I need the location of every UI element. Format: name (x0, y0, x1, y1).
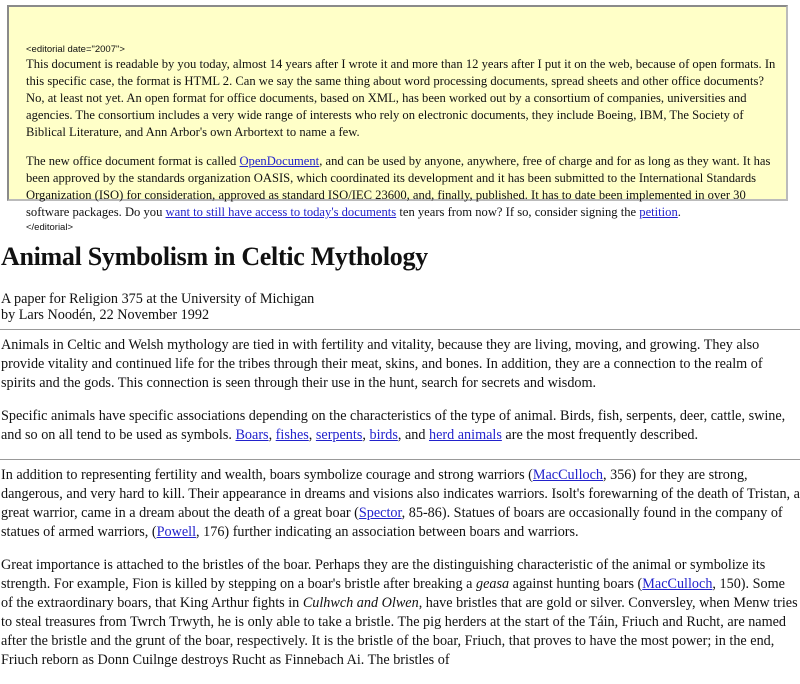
petition-link[interactable]: petition (639, 205, 678, 219)
text: , (362, 427, 370, 443)
macculloch-link[interactable]: MacCulloch (642, 576, 713, 592)
editorial-paragraph-2 (26, 153, 778, 221)
paragraph-bristles (1, 556, 800, 670)
editorial-close-tag: </editorial> (26, 222, 74, 233)
text: Specific animals have specific associations depending on the characteristics of the type of animal. Birds, fish, serpents, deer, cattle, swine, and so on all tend to be used as symbols. (1, 408, 786, 443)
boars-link[interactable]: Boars (235, 427, 269, 443)
access-documents-link[interactable]: want to still have access to today's documents (165, 205, 397, 219)
article (1, 240, 800, 684)
paragraph-intro: Animals in Celtic and Welsh mythology are tied in with fertility and vitality, because they are living, moving, and growing. They also provide vitality and continued life for the tribes through their meat, skins, and bones. In addition, they are a connection to the realm of spirits and the gods. This connection is seen through their use in the hunt, search for secrets and wisdom. (1, 337, 763, 391)
editorial-notice-box (7, 5, 788, 233)
text: , 176) further indicating an association between boars and warriors. (196, 524, 579, 540)
text: , 150). Some of the extraordinary boars, that King Arthur fights in (1, 576, 785, 611)
opendocument-link[interactable]: OpenDocument (239, 154, 320, 168)
text: , (308, 427, 316, 443)
herd-animals-link[interactable]: herd animals (428, 427, 502, 443)
divider (0, 459, 800, 460)
subtitle: A paper for Religion 375 at the University of Michigan (1, 291, 315, 307)
text: The new office document format is called (26, 154, 240, 168)
text: Great importance is attached to the bristles of the boar. Perhaps they are the distinguishing characteristic of the animal or symbolize its strength. For example, Fion is killed by stepping on a boar's bristle after breaking a (1, 557, 766, 592)
text: , and can be used by anyone, anywhere, free of charge and for as long as they want. It has been approved by the standards organization OASIS, which coordinated its development and it has been submitted to the International Standards Organization (ISO) for consideration, approved as standard ISO/IEC 23600, and, finally, published. It has to date been implemented in over 30 software packages. Do you (26, 154, 771, 219)
editorial-paragraph-1: This document is readable by you today, almost 14 years after I wrote it and more than 12 years after I put it on the web, because of open formats. In this specific case, the format is HTML 2. Can we say the same thing about word processing documents, spread sheets and other office documents? No, at least not yet. An open format for office documents, based on XML, has been worked out by a consortium of companies, universities and agencies. The consortium includes a very wide range of interests who rely on electronic documents, they include Boeing, IBM, The Society of Biblical Literature, and Ann Arbor's own Arbortext to name a few. (26, 57, 776, 139)
text: . (677, 205, 681, 219)
paragraph-boars-warriors (1, 466, 800, 542)
paragraph-animals (1, 407, 800, 445)
macculloch-link[interactable]: MacCulloch (532, 467, 604, 483)
serpents-link[interactable]: serpents (315, 427, 363, 443)
page-title: Animal Symbolism in Celtic Mythology (1, 242, 428, 271)
text: In addition to representing fertility and wealth, boars symbolize courage and strong warriors ( (1, 467, 533, 483)
spector-link[interactable]: Spector (358, 505, 402, 521)
birds-link[interactable]: birds (369, 427, 398, 443)
text: ten years from now? If so, consider signing the (396, 205, 640, 219)
text: , (268, 427, 276, 443)
divider (0, 329, 800, 330)
text: , 85-86). Statues of boars are occasionally found in the company of statues of armed warriors, ( (1, 505, 783, 540)
text: , have bristles that are gold or silver. Conversley, when Menw tries to steal treasures from Twrch Trwyth, he is only able to take a bristle. The pig herders at the start of the Táin, Friuch and Rucht, are named after the bristle and the grunt of the boar, respectively. It is the bristle of the boar, Friuch, that proves to have the most power; in the end, Friuch reborn as Donn Cuilnge destroys Rucht as Finnebach Ai. The bristles of (1, 595, 798, 668)
editorial-open-tag: <editorial date="2007"> (26, 44, 125, 55)
text: against hunting boars ( (509, 576, 643, 592)
text: , 356) for they are strong, dangerous, and very hard to kill. Their appearance in dreams and visions also indicates warriors. Isolt's forewarning of the death of Tristan, a great warrior, came in a dream about the death of a great boar ( (1, 467, 800, 521)
fishes-link[interactable]: fishes (275, 427, 309, 443)
text: , and (397, 427, 429, 443)
author-date: by Lars Noodén, 22 November 1992 (1, 306, 210, 323)
byline (1, 292, 800, 323)
geasa-term: geasa (475, 576, 510, 592)
text: are the most frequently described. (501, 427, 699, 443)
powell-link[interactable]: Powell (156, 524, 197, 540)
culhwch-title: Culhwch and Olwen (302, 595, 419, 611)
